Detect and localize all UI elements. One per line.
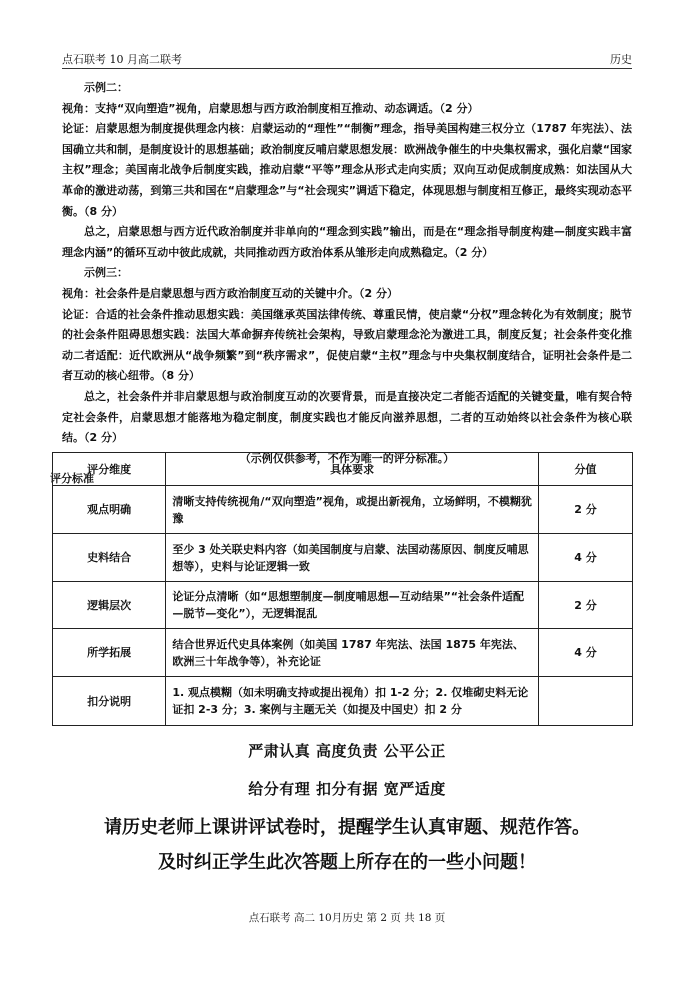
rubric-score: 4 分 (539, 534, 633, 582)
example3-view: 视角：社会条件是启蒙思想与西方政治制度互动的关键中介。（2 分） (62, 286, 398, 300)
header-exam-name: 点石联考 10 月高二联考 (62, 53, 182, 66)
rubric-dimension: 所学拓展 (53, 629, 166, 677)
table-row (53, 677, 633, 726)
rubric-requirement: 至少 3 处关联史料内容（如美国制度与启蒙、法国动荡原因、制度反哺思想等），史料与论证逻辑一致 (166, 534, 539, 582)
page-header (62, 50, 632, 69)
rubric-header-requirement: 具体要求 (166, 453, 539, 486)
rubric-requirement: 结合世界近代史具体案例（如美国 1787 年宪法、法国 1875 年宪法、欧洲三十年战争等），补充论证 (166, 629, 539, 677)
rubric-table (52, 452, 633, 726)
example2-label: 示例二： (84, 81, 128, 94)
grading-motto-2: 给分有理 扣分有据 宽严适度 (248, 780, 446, 798)
example2-summary: 总之，启蒙思想与西方近代政治制度并非单向的“理念到实践”输出，而是在“理念指导制度构建—制度实践丰富理念内涵”的循环互动中彼此成就，共同推动西方政治体系从雏形走向成熟稳定。（2 分） (62, 225, 632, 259)
example3-summary: 总之，社会条件并非启蒙思想与政治制度互动的次要背景，而是直接决定二者能否适配的关键变量，唯有契合特定社会条件，启蒙思想才能落地为稳定制度，制度实践也才能反向滋养思想，二者的互动始终以社会条件为核心联结。（2 分） (62, 389, 632, 445)
example3-argument: 论证：合适的社会条件推动思想实践：美国继承英国法律传统、尊重民情，使启蒙“分权”理念转化为有效制度；脱节的社会条件阻碍思想实践：法国大革命摒弃传统社会架构，导致启蒙理念沦为激进工具，制度反复；社会条件变化推动二者适配：近代欧洲从“战争频繁”到“秩序需求”，促使启蒙“主权”理念与中央集权制度结合，证明社会条件是二者互动的核心纽带。（8 分） (62, 307, 632, 383)
rubric-header-row (53, 453, 633, 486)
table-row (53, 486, 633, 534)
rubric-dimension: 逻辑层次 (53, 582, 166, 629)
rubric-requirement: 清晰支持传统视角/“双向塑造”视角，或提出新视角，立场鲜明，不模糊犹豫 (166, 486, 539, 534)
reference-note: （示例仅供参考，不作为唯一的评分标准。） (239, 451, 455, 465)
header-subject: 历史 (610, 53, 632, 66)
rubric-dimension: 观点明确 (53, 486, 166, 534)
rubric-score: 2 分 (539, 486, 633, 534)
example2-view: 视角：支持“双向塑造”视角，启蒙思想与西方政治制度相互推动、动态调适。（2 分） (62, 101, 479, 115)
example2-argument: 论证：启蒙思想为制度提供理念内核：启蒙运动的“理性”“制衡”理念，指导美国构建三权分立（1787 年宪法）、法国确立共和制，是制度设计的思想基础；政治制度反哺启蒙思想发展：欧洲战争催生的中央集权需求，强化启蒙“国家主权”理念；美国南北战争后制度实践，推动启蒙“平等”理念从形式走向实质；双向互动促成制度成熟：如法国从大革命的激进动荡，到第三共和国在“启蒙理念”与“社会现实”调适下稳定，体现思想与制度相互修正，最终实现动态平衡。（8 分） (62, 122, 632, 218)
grading-motto-1: 严肃认真 高度负责 公平公正 (248, 742, 446, 760)
rubric-score (539, 677, 633, 726)
rubric-requirement: 论证分点清晰（如“思想塑制度—制度哺思想—互动结果”“社会条件适配—脱节—变化”），无逻辑混乱 (166, 582, 539, 629)
page-footer: 点石联考 高二 10月历史 第 2 页 共 18 页 (248, 912, 446, 924)
example3-label: 示例三： (84, 266, 128, 280)
rubric-requirement: 1. 观点模糊（如未明确支持或提出视角）扣 1-2 分；2. 仅堆砌史料无论证扣 2-3 分；3. 案例与主题无关（如提及中国史）扣 2 分 (166, 677, 539, 726)
table-row (53, 534, 633, 582)
teacher-reminder-2: 及时纠正学生此次答题上所存在的一些小问题！ (158, 852, 536, 873)
rubric-title: 评分标准 (50, 472, 94, 486)
rubric-dimension: 扣分说明 (53, 677, 166, 726)
rubric-header-score: 分值 (539, 453, 633, 486)
rubric-score: 4 分 (539, 629, 633, 677)
answer-examples (50, 78, 632, 490)
rubric-score: 2 分 (539, 582, 633, 629)
table-row (53, 629, 633, 677)
rubric-header-dimension: 评分维度 (53, 453, 166, 486)
table-row (53, 582, 633, 629)
rubric-dimension: 史料结合 (53, 534, 166, 582)
teacher-reminder-1: 请历史老师上课讲评试卷时，提醒学生认真审题、规范作答。 (104, 817, 590, 838)
